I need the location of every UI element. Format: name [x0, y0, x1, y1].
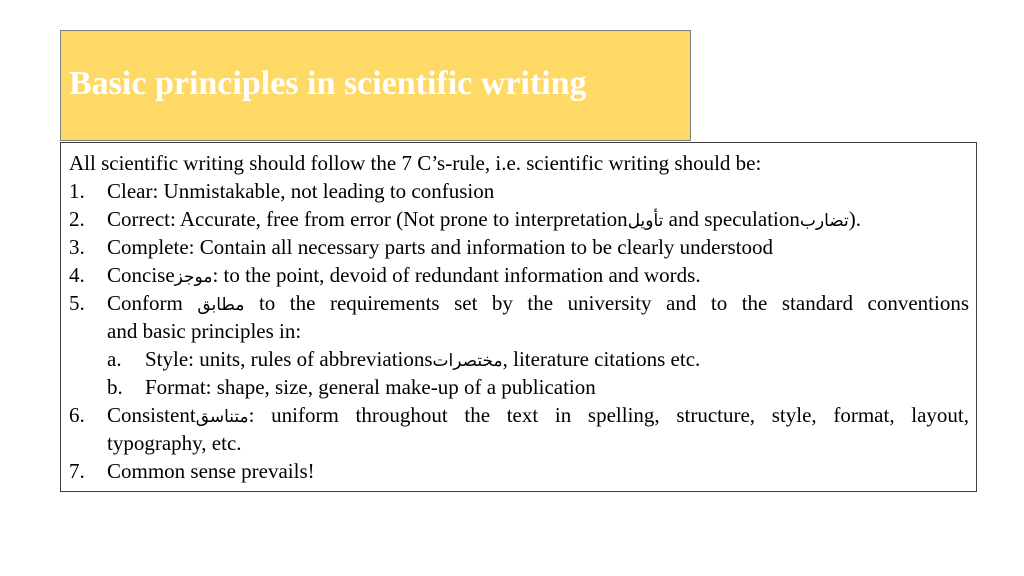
intro-line — [69, 149, 761, 177]
item-text-part: Style: units, rules of abbreviations — [145, 347, 433, 371]
subitem-text — [145, 345, 700, 375]
item-text: Common sense prevails! — [107, 459, 315, 483]
item-text — [107, 401, 969, 431]
item-text-part: Conform — [107, 291, 198, 315]
item-text-part: Consistent — [107, 403, 196, 427]
item-text-part: and basic principles in: — [107, 319, 302, 343]
justified-line — [107, 401, 969, 431]
subitem-letter: a. — [107, 347, 122, 371]
title-banner — [60, 30, 691, 141]
item-number: 7. — [69, 459, 85, 483]
item-number: 5. — [69, 291, 85, 315]
item-number: 6. — [69, 403, 85, 427]
item-number: 1. — [69, 179, 85, 203]
item-text-part: and speculation — [663, 207, 800, 231]
item-text-part: : uniform throughout the text in spelling, structure, style, format, layout, — [248, 403, 969, 427]
justified-line — [107, 289, 969, 319]
arabic-term: تضارب — [799, 211, 849, 231]
item-text-part: , literature citations etc. — [502, 347, 701, 371]
arabic-term: متناسق — [195, 407, 249, 427]
item-text: Clear: Unmistakable, not leading to confusion — [107, 179, 495, 203]
arabic-term: مطابق — [197, 295, 245, 315]
item-number: 4. — [69, 263, 85, 287]
content-box — [60, 142, 977, 492]
subitem-text: Format: shape, size, general make-up of a publication — [145, 375, 596, 399]
item-text-part: Concise — [107, 263, 175, 287]
item-text — [107, 289, 969, 319]
intro-text: All scientific writing should follow the 7 C’s-rule, i.e. scientific writing should be: — [69, 151, 762, 175]
arabic-term: مختصرات — [432, 351, 503, 371]
item-number: 2. — [69, 207, 85, 231]
item-text-part: ). — [848, 207, 862, 231]
item-text-part: : to the point, devoid of redundant information and words. — [212, 263, 701, 287]
item-text — [107, 205, 861, 235]
item-text-part: to the requirements set by the university and to the standard conventions — [244, 291, 969, 315]
item-number: 3. — [69, 235, 85, 259]
item-text: Complete: Contain all necessary parts and information to be clearly understood — [107, 235, 773, 259]
slide-title: Basic principles in scientific writing — [69, 65, 587, 102]
item-text — [107, 261, 701, 291]
item-text-part: Correct: Accurate, free from error (Not prone to interpretation — [107, 207, 628, 231]
item-text-part: typography, etc. — [107, 431, 242, 455]
arabic-term: موجز — [174, 267, 213, 287]
subitem-letter: b. — [107, 375, 123, 399]
arabic-term: تأويل — [627, 211, 664, 231]
